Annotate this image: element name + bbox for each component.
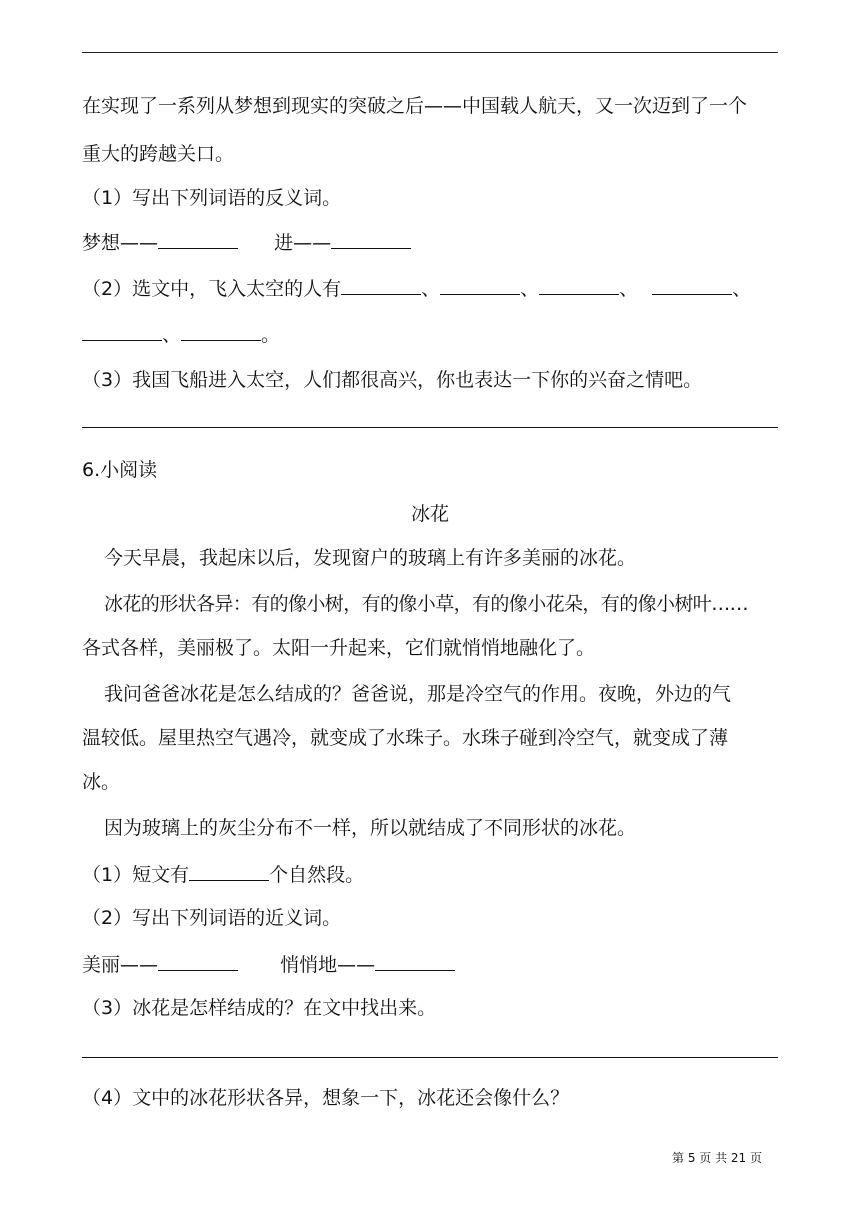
story-paragraph-4: 因为玻璃上的灰尘分布不一样，所以就结成了不同形状的冰花。 [104,817,637,839]
answer-blank[interactable] [158,952,238,971]
period: 。 [261,324,281,346]
story-question-1-suffix: 个自然段。 [269,864,365,886]
answer-blank[interactable] [652,276,732,295]
story-question-1 [82,862,782,887]
story-paragraph-3-line-2: 温较低。屋里热空气遇冷，就变成了水珠子。水珠子碰到冷空气，就变成了薄 [82,727,729,749]
story-question-4: （4）文中的冰花形状各异，想象一下，冰花还会像什么？ [82,1087,570,1109]
question-2-astronauts [82,276,782,301]
top-rule [82,52,778,53]
synonym-row [82,952,782,977]
answer-blank[interactable] [158,230,238,249]
story-paragraph-1: 今天早晨，我起床以后，发现窗户的玻璃上有许多美丽的冰花。 [104,547,637,569]
answer-blank[interactable] [82,322,162,341]
antonym-word-2: 进—— [274,232,332,254]
separator: 、 [619,278,639,300]
page-number: 第 5 页 共 21 页 [672,1151,762,1165]
passage-line-1: 在实现了一系列从梦想到现实的突破之后——中国载人航天，又一次迈到了一个 [82,95,748,117]
story-paragraph-2-line-2: 各式各样，美丽极了。太阳一升起来，它们就悄悄地融化了。 [82,637,596,659]
antonym-row [82,230,782,255]
answer-blank[interactable] [189,862,269,881]
answer-blank[interactable] [331,230,411,249]
synonym-word-2: 悄悄地—— [280,954,376,976]
answer-line[interactable] [82,1057,778,1058]
story-paragraph-2-line-1: 冰花的形状各异：有的像小树，有的像小草，有的像小花朵，有的像小树叶…… [104,593,749,615]
story-question-2: （2）写出下列词语的近义词。 [82,907,342,929]
antonym-word-1: 梦想—— [82,232,159,254]
separator: 、 [162,324,182,346]
answer-blank[interactable] [181,322,261,341]
section-6-heading: 6.小阅读 [82,459,158,481]
answer-blank[interactable] [440,276,520,295]
separator: 、 [421,278,441,300]
story-paragraph-3-line-3: 冰。 [82,771,121,793]
synonym-word-1: 美丽—— [82,954,159,976]
question-2-prefix: （2）选文中，飞入太空的人有 [82,278,342,300]
answer-line[interactable] [82,427,778,428]
answer-blank[interactable] [341,276,421,295]
answer-blank[interactable] [539,276,619,295]
story-paragraph-3-line-1: 我问爸爸冰花是怎么结成的？爸爸说，那是冷空气的作用。夜晚，外边的气 [104,683,732,705]
story-question-1-prefix: （1）短文有 [82,864,190,886]
question-3-express: （3）我国飞船进入太空，人们都很高兴，你也表达一下你的兴奋之情吧。 [82,369,703,391]
story-question-3: （3）冰花是怎样结成的？在文中找出来。 [82,997,437,1019]
question-2-continued [82,322,782,347]
answer-blank[interactable] [375,952,455,971]
story-title: 冰花 [410,503,449,525]
separator: 、 [732,278,752,300]
separator: 、 [520,278,540,300]
question-1-antonyms: （1）写出下列词语的反义词。 [82,187,342,209]
passage-line-2: 重大的跨越关口。 [82,143,235,165]
